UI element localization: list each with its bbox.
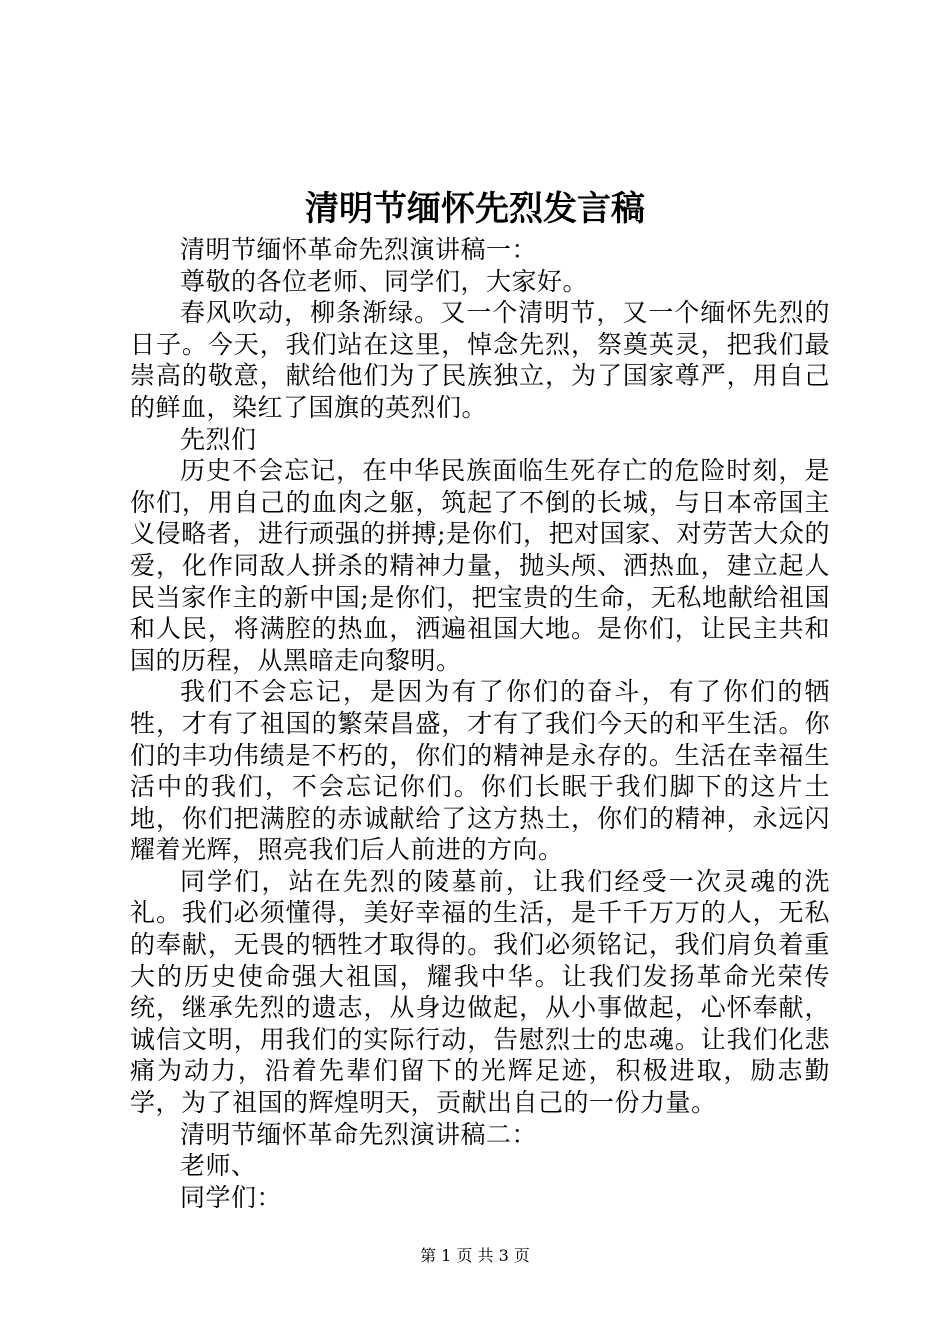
paragraph-speech-one-heading: 清明节缅怀革命先烈演讲稿一： bbox=[180, 235, 538, 264]
page-footer: 第 1 页 共 3 页 bbox=[420, 1246, 530, 1265]
paragraph-students: 同学们： bbox=[180, 1182, 283, 1212]
paragraph-martyrs-address: 先烈们 bbox=[180, 424, 257, 454]
paragraph-speech-two-heading: 清明节缅怀革命先烈演讲稿二： bbox=[180, 1119, 538, 1149]
paragraph-greeting: 尊敬的各位老师、同学们，大家好。 bbox=[180, 266, 589, 296]
paragraph-spring-qingming: 春风吹动，柳条渐绿。又一个清明节，又一个缅怀先烈的日子。今天，我们站在这里，悼念先烈，祭奠英灵，把我们最崇高的敬意，献给他们为了民族独立，为了国家尊严，用自己的鲜血，染红了国旗的英烈们。 bbox=[130, 298, 830, 422]
document-body bbox=[130, 234, 830, 1213]
paragraph-teachers: 老师、 bbox=[180, 1151, 257, 1181]
paragraph-remember: 我们不会忘记，是因为有了你们的奋斗，有了你们的牺牲，才有了祖国的繁荣昌盛，才有了我们今天的和平生活。你们的丰功伟绩是不朽的，你们的精神是永存的。生活在幸福生活中的我们，不会忘记你们。你们长眠于我们脚下的这片土地，你们把满腔的赤诚献给了这方热土，你们的精神，永远闪耀着光辉，照亮我们后人前进的方向。 bbox=[130, 677, 830, 865]
document-title: 清明节缅怀先烈发言稿 bbox=[305, 189, 645, 229]
paragraph-history: 历史不会忘记，在中华民族面临生死存亡的危险时刻，是你们，用自己的血肉之躯，筑起了不倒的长城，与日本帝国主义侵略者，进行顽强的拼搏;是你们，把对国家、对劳苦大众的爱，化作同敌人拼杀的精神力量，抛头颅、洒热血，建立起人民当家作主的新中国;是你们，把宝贵的生命，无私地献给祖国和人民，将满腔的热血，洒遍祖国大地。是你们，让民主共和国的历程，从黑暗走向黎明。 bbox=[130, 456, 830, 675]
paragraph-students-call: 同学们，站在先烈的陵墓前，让我们经受一次灵魂的洗礼。我们必须懂得，美好幸福的生活，是千千万万的人，无私的奉献，无畏的牺牲才取得的。我们必须铭记，我们肩负着重大的历史使命强大祖国，耀我中华。让我们发扬革命光荣传统，继承先烈的遗志，从身边做起，从小事做起，心怀奉献，诚信文明，用我们的实际行动，告慰烈士的忠魂。让我们化悲痛为动力，沿着先辈们留下的光辉足迹，积极进取，励志勤学，为了祖国的辉煌明天，贡献出自己的一份力量。 bbox=[130, 866, 830, 1118]
